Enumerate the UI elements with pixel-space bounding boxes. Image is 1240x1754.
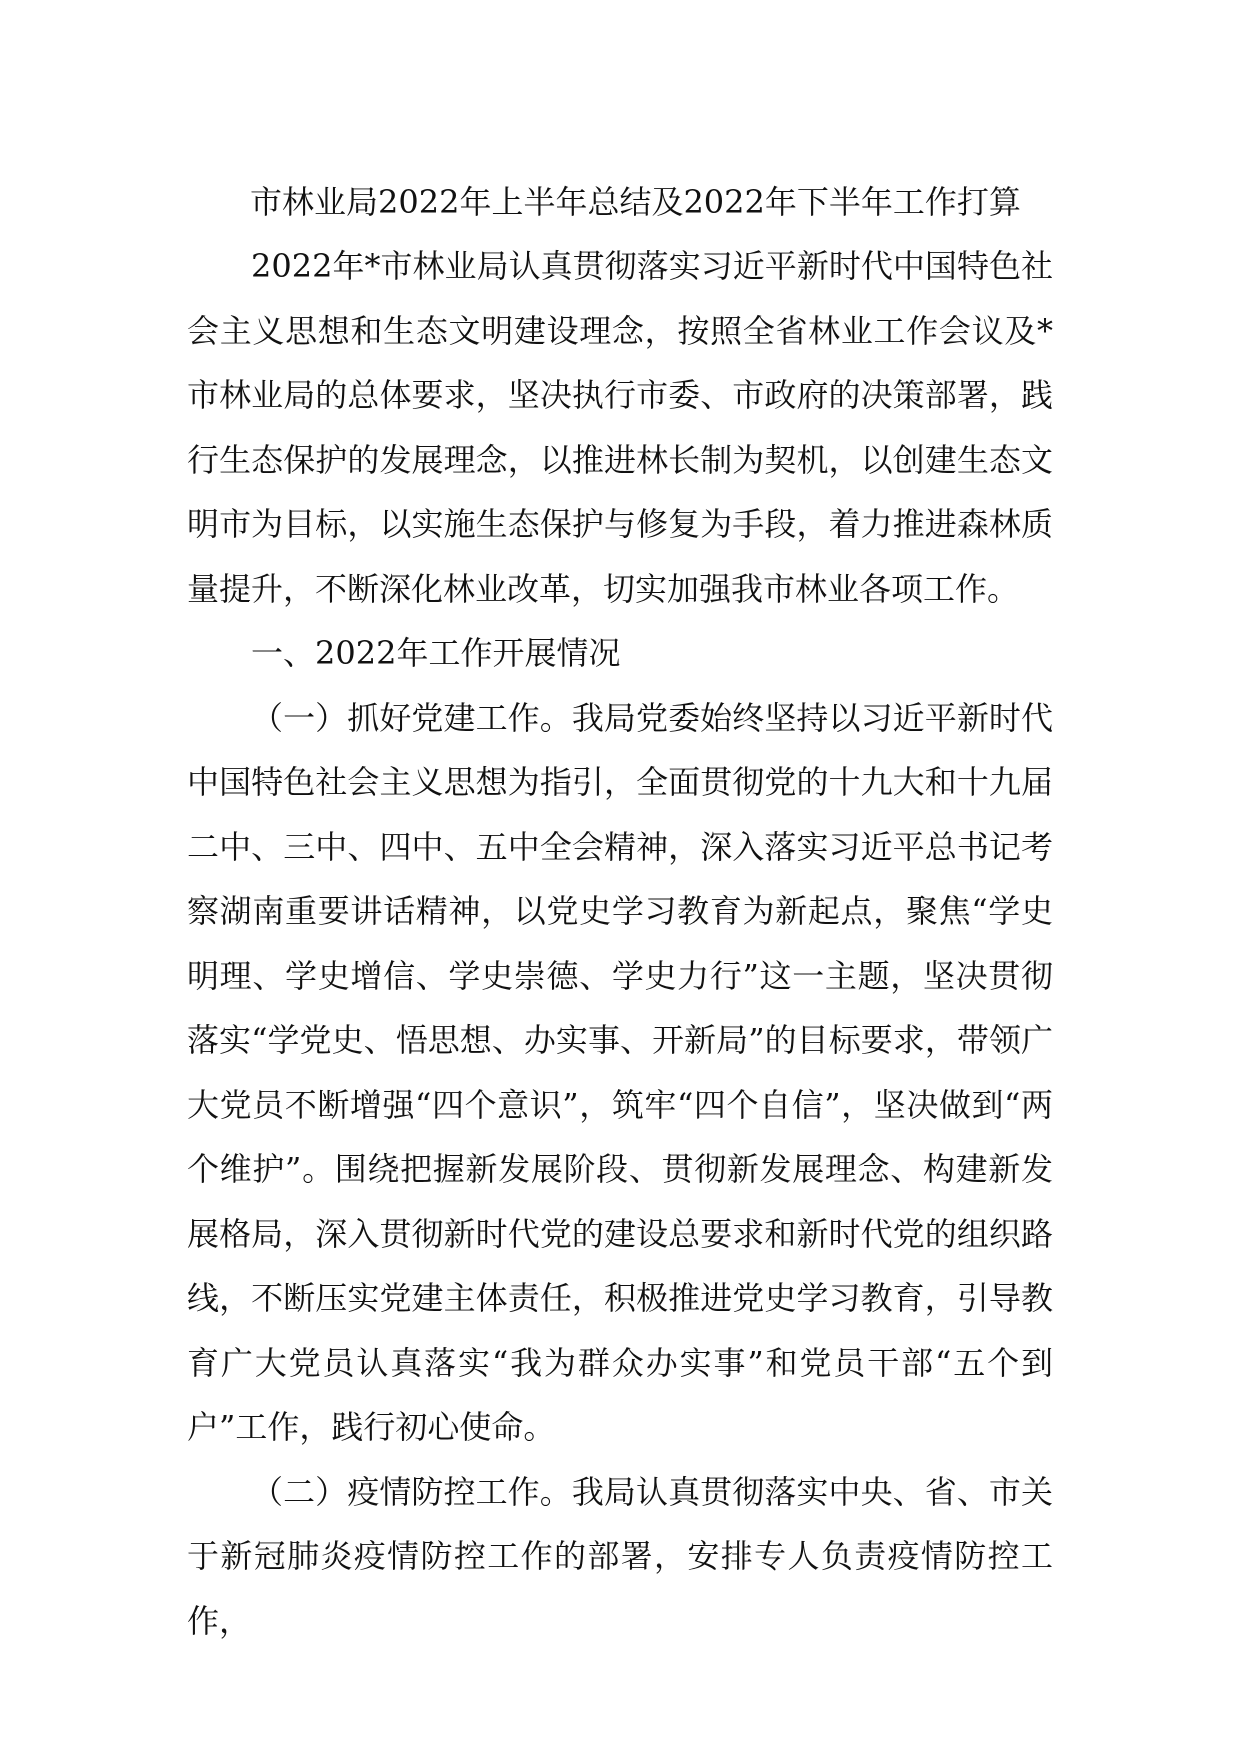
paragraph-epidemic-control: （二）疫情防控工作。我局认真贯彻落实中央、省、市关于新冠肺炎疫情防控工作的部署，安排专人负责疫情防控工作，: [187, 1472, 1053, 1640]
paragraph-intro: 2022年*市林业局认真贯彻落实习近平新时代中国特色社会主义思想和生态文明建设理念，按照全省林业工作会议及*市林业局的总体要求，坚决执行市委、市政府的决策部署，践行生态保护的发展理念，以推进林长制为契机，以创建生态文明市为目标，以实施生态保护与修复为手段，着力推进森林质量提升，不断深化林业改革，切实加强我市林业各项工作。: [187, 247, 1053, 608]
document-title: 市林业局2022年上半年总结及2022年下半年工作打算: [250, 183, 1021, 221]
section-heading: 一、2022年工作开展情况: [251, 634, 621, 672]
document-body: [187, 170, 1053, 1653]
paragraph-party-building: （一）抓好党建工作。我局党委始终坚持以习近平新时代中国特色社会主义思想为指引，全面贯彻党的十九大和十九届二中、三中、四中、五中全会精神，深入落实习近平总书记考察湖南重要讲话精神，以党史学习教育为新起点，聚焦“学史明理、学史增信、学史崇德、学史力行”这一主题，坚决贯彻落实“学党史、悟思想、办实事、开新局”的目标要求，带领广大党员不断增强“四个意识”，筑牢“四个自信”，坚决做到“两个维护”。围绕把握新发展阶段、贯彻新发展理念、构建新发展格局，深入贯彻新时代党的建设总要求和新时代党的组织路线，不断压实党建主体责任，积极推进党史学习教育，引导教育广大党员认真落实“我为群众办实事”和党员干部“五个到户”工作，践行初心使命。: [187, 698, 1053, 1446]
